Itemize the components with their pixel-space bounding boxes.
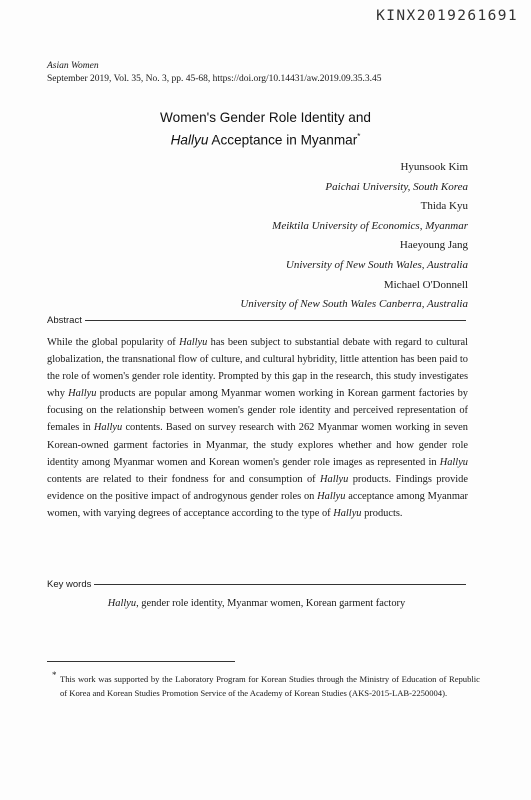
abstract-term-hallyu: Hallyu — [439, 456, 468, 468]
author-name: Hyunsook Kim — [400, 161, 468, 173]
keywords-rest: , gender role identity, Myanmar women, Korean garment factory — [136, 598, 406, 609]
author-name: Thida Kyu — [420, 200, 468, 213]
abstract-text-run: contents are related to their fondness for and consumption of — [47, 473, 321, 485]
abstract-term-hallyu: Hallyu — [320, 473, 349, 485]
abstract-text-run: has been subject to substantial debate with regard to cultural globalization, the transnational flow of culture, and cultural hybridity, little attention has been paid to the role of women's gender role identity. Prompted by this gap in the research, this study investigates why — [47, 337, 468, 400]
keywords-heading: Key words — [47, 579, 92, 590]
author-affiliation: Paichai University, South Korea — [325, 180, 468, 193]
abstract-text-run: products. — [361, 507, 403, 519]
paper-title — [0, 108, 531, 150]
abstract-term-hallyu: Hallyu — [179, 337, 208, 348]
author-list — [240, 158, 468, 315]
footnote-mark: * — [52, 670, 57, 680]
keywords-heading-row — [47, 579, 466, 590]
abstract-text-run: contents. Based on survey research with 262 Myanmar women working in seven Korean-owned garment factories in Myanmar, the study explores whether and how gender role identity among Myanmar women and Korean women's gender role images as represented in — [47, 422, 468, 468]
journal-name: Asian Women — [47, 61, 99, 71]
journal-citation: September 2019, Vol. 35, No. 3, pp. 45-68, https://doi.org/10.14431/aw.2019.09.35.3.45 — [47, 74, 382, 84]
keywords-divider — [94, 584, 466, 585]
title-line-2 — [0, 127, 531, 150]
abstract-text — [47, 334, 468, 522]
keyword-hallyu: Hallyu — [107, 598, 137, 609]
abstract-heading: Abstract — [47, 315, 82, 326]
author-affiliation: University of New South Wales Canberra, Australia — [240, 298, 468, 311]
abstract-term-hallyu: Hallyu — [317, 490, 346, 502]
title-line-1: Women's Gender Role Identity and — [160, 110, 371, 125]
document-id: KINX2019261691 — [376, 8, 518, 24]
abstract-text-run: While the global popularity of — [47, 337, 180, 348]
author-affiliation: University of New South Wales, Australia — [285, 258, 468, 271]
title-hallyu: Hallyu — [170, 132, 209, 148]
abstract-text-run: products are popular among Myanmar women working in Korean garment factories by focusing on the relationship between women's gender role identity and perceived representation of females in — [47, 388, 469, 434]
abstract-term-hallyu: Hallyu — [333, 507, 362, 519]
abstract-term-hallyu: Hallyu — [68, 388, 97, 400]
title-line-2-rest: Acceptance in Myanmar — [208, 132, 358, 148]
title-footnote-mark: * — [357, 132, 361, 141]
footnote — [52, 670, 480, 700]
abstract-text-run: products. Findings provide evidence on the positive impact of androgynous gender roles on — [47, 473, 468, 502]
footnote-divider — [47, 661, 235, 662]
abstract-term-hallyu: Hallyu — [93, 422, 123, 434]
author-affiliation: Meiktila University of Economics, Myanmar — [272, 219, 468, 232]
keywords-list — [47, 598, 466, 609]
journal-header — [47, 60, 382, 86]
abstract-heading-row — [47, 315, 466, 326]
abstract-divider — [85, 320, 466, 321]
footnote-text: This work was supported by the Laboratory Program for Korean Studies through the Ministry of Education of Republic of Korea and Korean Studies Promotion Service of the Academy of Korean Studies (AKS-2015-LAB-2250004). — [60, 674, 480, 698]
author-name: Haeyoung Jang — [399, 239, 468, 252]
abstract-text-run: acceptance among Myanmar women, with varying degrees of acceptance according to the type of — [47, 490, 469, 519]
author-name: Michael O'Donnell — [383, 278, 468, 291]
